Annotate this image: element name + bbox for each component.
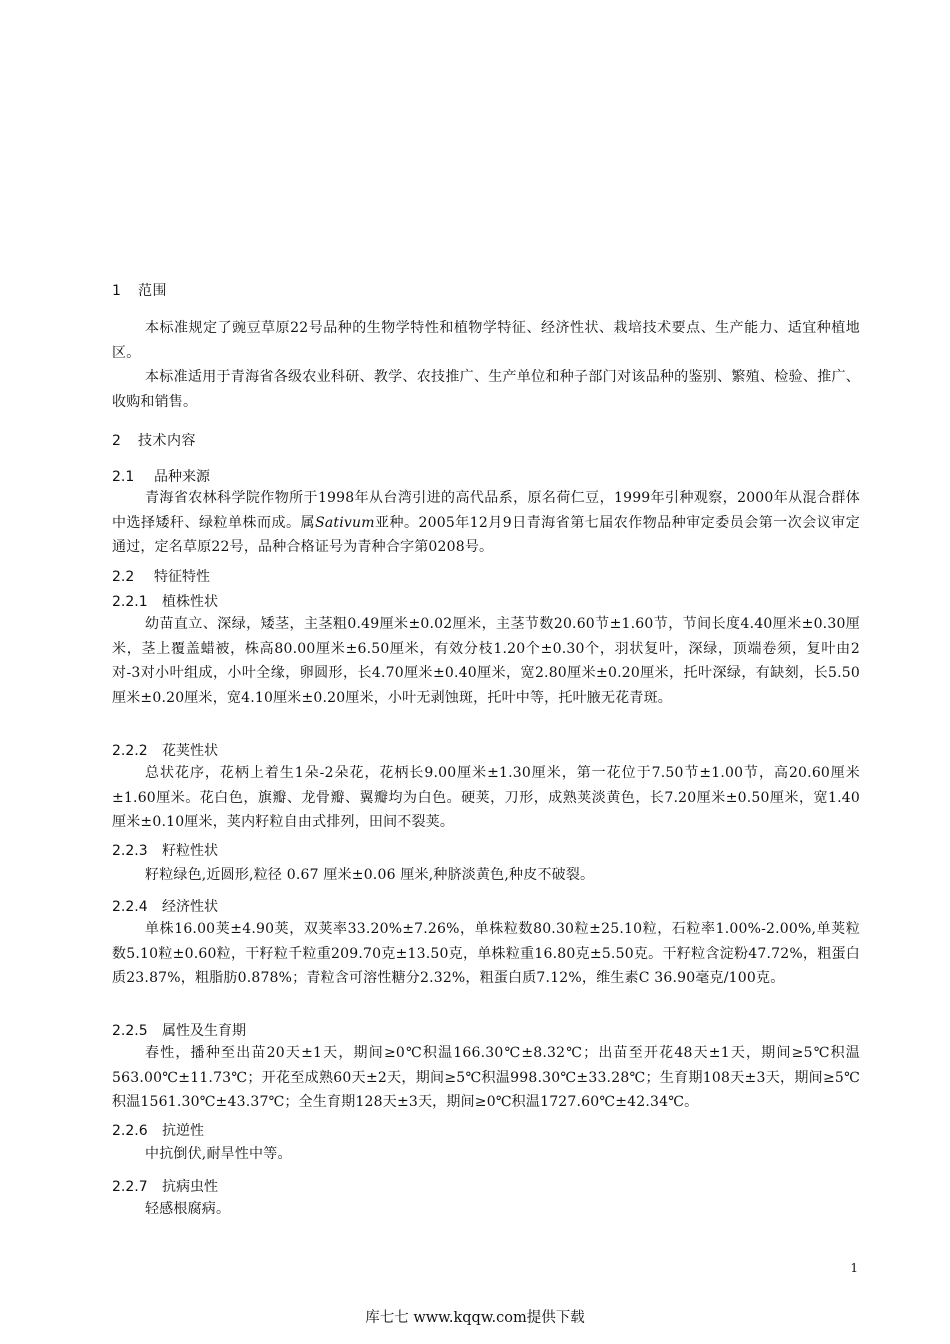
section-title: 植株性状 [162,594,218,610]
section-2-2-1-heading [112,591,218,611]
section-number: 2.1 [112,469,135,485]
scope-paragraph-1: 本标准规定了豌豆草原22号品种的生物学特性和植物学特征、经济性状、栽培技术要点、生产能力、适宜种植地区。 [112,320,860,361]
page-number: 1 [850,1261,858,1275]
section-title: 抗病虫性 [162,1179,218,1195]
section-number: 2.2.4 [112,899,148,915]
section-2-2-heading [112,566,210,586]
section-2-2-6-heading [112,1120,204,1140]
section-title: 抗逆性 [162,1123,204,1139]
flower-pod-paragraph: 总状花序，花柄上着生1朵-2朵花，花柄长9.00厘米±1.30厘米，第一花位于7.50节±1.00节，高20.60厘米±1.60厘米。花白色，旗瓣、龙骨瓣、翼瓣均为白色。硬荚，刀形，成熟荚淡黄色，长7.20厘米±0.50厘米，宽1.40厘米±0.10厘米，荚内籽粒自由式排列，田间不裂荚。 [112,765,860,830]
section-number: 2.2.7 [112,1179,148,1195]
section-2-1-heading [112,466,210,486]
section-number: 1 [112,283,122,299]
section-title: 属性及生育期 [162,1023,246,1039]
text-segment: 亚种。2005年12月9日青海省第七届农作物品种审定委员会第一次会议审定通过，定名草原22号，品种合格证号为青种合字第0208号。 [112,514,860,555]
plant-traits-paragraph: 幼苗直立、深绿，矮茎，主茎粗0.49厘米±0.02厘米，主茎节数20.60节±1.60节，节间长度4.40厘米±0.30厘米，茎上覆盖蜡被，株高80.00厘米±6.50厘米，有效分枝1.20个±0.30个，羽状复叶，深绿，顶端卷须，复叶由2对-3对小叶组成，小叶全缘，卵圆形，长4.70厘米±0.40厘米，宽2.80厘米±0.20厘米，托叶深绿，有缺刻，长5.50厘米±0.20厘米，宽4.10厘米±0.20厘米，小叶无剥蚀斑，托叶中等，托叶腋无花青斑。 [112,616,860,706]
section-title: 经济性状 [162,899,218,915]
section-number: 2.2.5 [112,1023,148,1039]
seed-traits-paragraph: 籽粒绿色,近圆形,粒径 0.67 厘米±0.06 厘米,种脐淡黄色,种皮不破裂。 [145,867,595,883]
section-2-2-5-heading [112,1020,246,1040]
section-number: 2.2.3 [112,843,148,859]
section-title: 品种来源 [154,469,210,485]
section-number: 2.2.1 [112,594,148,610]
disease-resistance-paragraph: 轻感根腐病。 [145,1201,231,1217]
section-1-heading [112,280,167,300]
section-title: 技术内容 [138,433,196,449]
section-number: 2.2.2 [112,743,148,759]
section-title: 特征特性 [154,569,210,585]
latin-name: Sativum [315,514,375,531]
download-footer: 库七七 www.kqqw.com提供下载 [365,1310,585,1326]
text-segment: 青海省农林科学院作物所于1998年从台湾引进的高代品系，原名荷仁豆，1999年引种观察，2000年从混合群体中选择矮秆、绿粒单株而成。属 [112,490,860,531]
section-number: 2.2 [112,569,135,585]
variety-source-paragraph [112,486,860,560]
section-number: 2.2.6 [112,1123,148,1139]
section-title: 籽粒性状 [162,843,218,859]
section-title: 范围 [138,283,167,299]
section-2-2-2-heading [112,740,218,760]
section-2-2-4-heading [112,896,218,916]
stress-resistance-paragraph: 中抗倒伏,耐旱性中等。 [145,1146,292,1162]
economic-traits-paragraph: 单株16.00荚±4.90荚，双荚率33.20%±7.26%，单株粒数80.30粒±25.10粒，石粒率1.00%-2.00%,单荚粒数5.10粒±0.60粒，干籽粒千粒重209.70克±13.50克，单株粒重16.80克±5.50克。干籽粒含淀粉47.72%，粗蛋白质23.87%，粗脂肪0.878%；青粒含可溶性糖分2.32%，粗蛋白质7.12%，维生素C 36.90毫克/100克。 [112,921,860,986]
growth-period-paragraph: 春性，播种至出苗20天±1天，期间≥0℃积温166.30℃±8.32℃；出苗至开花48天±1天，期间≥5℃积温563.00℃±11.73℃；开花至成熟60天±2天，期间≥5℃积温998.30℃±33.28℃；生育期108天±3天，期间≥5℃积温1561.30℃±43.37℃；全生育期128天±3天，期间≥0℃积温1727.60℃±42.34℃。 [112,1045,860,1110]
section-number: 2 [112,433,122,449]
section-title: 花荚性状 [162,743,218,759]
scope-paragraph-2: 本标准适用于青海省各级农业科研、教学、农技推广、生产单位和种子部门对该品种的鉴别、繁殖、检验、推广、收购和销售。 [112,369,860,410]
section-2-2-3-heading [112,840,218,860]
section-2-heading [112,430,196,450]
section-2-2-7-heading [112,1176,218,1196]
